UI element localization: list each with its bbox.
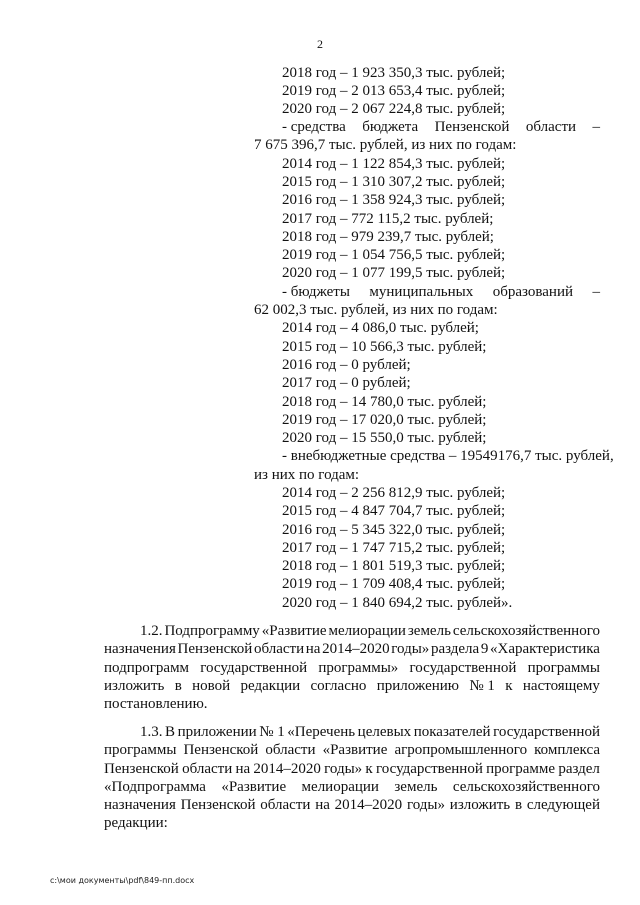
municipal-budget-heading [282, 283, 600, 301]
extrabudget-total: из них по годам: [254, 467, 360, 483]
page-number: 2 [317, 37, 323, 51]
regional-budget-heading [282, 118, 600, 136]
word: новой [192, 677, 231, 694]
federal-year-line: 2019 год – 2 013 653,4 тыс. рублей; [282, 83, 506, 99]
federal-year-line: 2020 год – 2 067 224,8 тыс. рублей; [282, 101, 506, 117]
word: 2014–2020 [322, 641, 390, 658]
word: согласно [310, 677, 367, 694]
regional-year-line: 2014 год – 1 122 854,3 тыс. рублей; [282, 156, 506, 172]
extrabudget-heading: - внебюджетные средства – 19549176,7 тыс. рублей, [282, 448, 614, 464]
extrabudget-year-line: 2014 год – 2 256 812,9 тыс. рублей; [282, 485, 506, 501]
word: Пензенской [104, 760, 179, 777]
word: государственной [375, 760, 483, 777]
extrabudget-year-line: 2015 год – 4 847 704,7 тыс. рублей; [282, 503, 506, 519]
word: государственной [200, 659, 308, 676]
word: подпрограмм [104, 659, 190, 676]
word: на [315, 797, 330, 814]
word: изложить [449, 797, 511, 814]
word: программе [486, 760, 556, 777]
paragraph-1-3 [104, 723, 600, 833]
word: Пензенской [180, 797, 256, 814]
word: годы» [406, 797, 446, 814]
word: Пензенской [177, 641, 253, 658]
regional-year-line: 2016 год – 1 358 924,3 тыс. рублей; [282, 192, 506, 208]
paragraph-line [104, 622, 600, 640]
word: комплекса [534, 742, 600, 759]
municipal-year-line: 2018 год – 14 780,0 тыс. рублей; [282, 394, 487, 410]
word: постановлению. [104, 696, 208, 713]
word: настоящему [522, 677, 600, 694]
paragraph-line [104, 778, 600, 796]
paragraph-line [104, 677, 600, 695]
word: муниципальных [369, 284, 474, 300]
word: области [265, 742, 316, 759]
extrabudget-year-line: 2020 год – 1 840 694,2 тыс. рублей». [282, 595, 513, 611]
word: редакции [240, 677, 301, 694]
word: – [592, 119, 600, 135]
word: в [174, 677, 182, 694]
word: к [505, 677, 513, 694]
word: – [592, 284, 600, 300]
word: «Развитие [261, 623, 327, 639]
regional-year-line: 2017 год – 772 115,2 тыс. рублей; [282, 211, 494, 227]
word: «Перечень [287, 724, 356, 740]
word: годы» [324, 760, 363, 777]
word: показателей [413, 724, 491, 740]
word: 1.3. [140, 724, 163, 740]
word: В [165, 724, 176, 740]
word: области [260, 797, 311, 814]
word: - бюджеты [282, 284, 350, 300]
word: следующей [526, 797, 600, 814]
municipal-year-line: 2019 год – 17 020,0 тыс. рублей; [282, 412, 487, 428]
regional-year-line: 2018 год – 979 239,7 тыс. рублей; [282, 229, 494, 245]
word: области [182, 760, 233, 777]
word: агропромышленного [394, 742, 528, 759]
word: сельскохозяйственного [452, 778, 600, 795]
paragraph-line [104, 659, 600, 677]
regional-year-line: 2015 год – 1 310 307,2 тыс. рублей; [282, 174, 506, 190]
word: земель [394, 778, 438, 795]
paragraph-line [104, 741, 600, 759]
paragraph-1-2 [104, 622, 600, 713]
extrabudget-year-line: 2019 год – 1 709 408,4 тыс. рублей; [282, 576, 506, 592]
paragraph-line [104, 695, 600, 713]
paragraph-line [104, 640, 600, 658]
word: на [235, 760, 251, 777]
word: приложению [376, 677, 459, 694]
word: - средства [282, 119, 346, 135]
word: области [253, 641, 305, 658]
word: «Характеристика [489, 641, 600, 658]
word: области [525, 119, 577, 135]
word: раздел [558, 760, 600, 777]
word: образований [492, 284, 574, 300]
word: на [305, 641, 321, 658]
word: Пензенской [183, 742, 259, 759]
word: 1.2. [140, 623, 163, 639]
word: земель [407, 623, 451, 639]
word: приложении [177, 724, 257, 740]
word: годы» [391, 641, 430, 658]
paragraph-line [104, 814, 600, 832]
federal-year-line: 2018 год – 1 923 350,3 тыс. рублей; [282, 65, 506, 81]
word: «Развитие [322, 742, 388, 759]
municipal-year-line: 2020 год – 15 550,0 тыс. рублей; [282, 430, 487, 446]
word: программы [104, 742, 177, 759]
paragraph-line [104, 723, 600, 741]
word: 2014–2020 [334, 797, 403, 814]
word: назначения [104, 797, 176, 814]
word: изложить [104, 677, 165, 694]
word: 9 [480, 641, 489, 658]
extrabudget-year-line: 2016 год – 5 345 322,0 тыс. рублей; [282, 522, 506, 538]
extrabudget-year-line: 2018 год – 1 801 519,3 тыс. рублей; [282, 558, 506, 574]
word: № 1 [469, 677, 495, 694]
municipal-year-line: 2016 год – 0 рублей; [282, 357, 411, 373]
regional-budget-total: 7 675 396,7 тыс. рублей, из них по годам: [254, 137, 517, 153]
municipal-year-line: 2017 год – 0 рублей; [282, 375, 411, 391]
word: в [514, 797, 523, 814]
municipal-year-line: 2015 год – 10 566,3 тыс. рублей; [282, 339, 487, 355]
word: «Развитие [221, 778, 287, 795]
extrabudget-year-line: 2017 год – 1 747 715,2 тыс. рублей; [282, 540, 506, 556]
file-path-footer: c:\мои документы\pdf\849-пп.docx [50, 876, 195, 885]
word: 2014–2020 [253, 760, 321, 777]
word: бюджета [362, 119, 419, 135]
word: мелиорации [328, 623, 406, 639]
regional-year-line: 2019 год – 1 054 756,5 тыс. рублей; [282, 247, 506, 263]
word: Пензенской [434, 119, 510, 135]
word: № 1 [259, 724, 285, 740]
word: программы [527, 659, 600, 676]
word: сельскохозяйственного [452, 623, 600, 639]
word: к [365, 760, 373, 777]
paragraph-line [104, 796, 600, 814]
word: Подпрограмму [164, 623, 260, 639]
word: «Подпрограмма [104, 778, 206, 795]
word: целевых [357, 724, 412, 740]
regional-year-line: 2020 год – 1 077 199,5 тыс. рублей; [282, 265, 506, 281]
municipal-year-line: 2014 год – 4 086,0 тыс. рублей; [282, 320, 479, 336]
word: назначения [104, 641, 176, 658]
word: программы» [318, 659, 399, 676]
word: редакции: [104, 815, 168, 832]
municipal-budget-total: 62 002,3 тыс. рублей, из них по годам: [254, 302, 498, 318]
word: государственной [409, 659, 517, 676]
paragraph-line [104, 760, 600, 778]
word: государственной [493, 724, 600, 740]
word: мелиорации [301, 778, 379, 795]
word: раздела [430, 641, 480, 658]
